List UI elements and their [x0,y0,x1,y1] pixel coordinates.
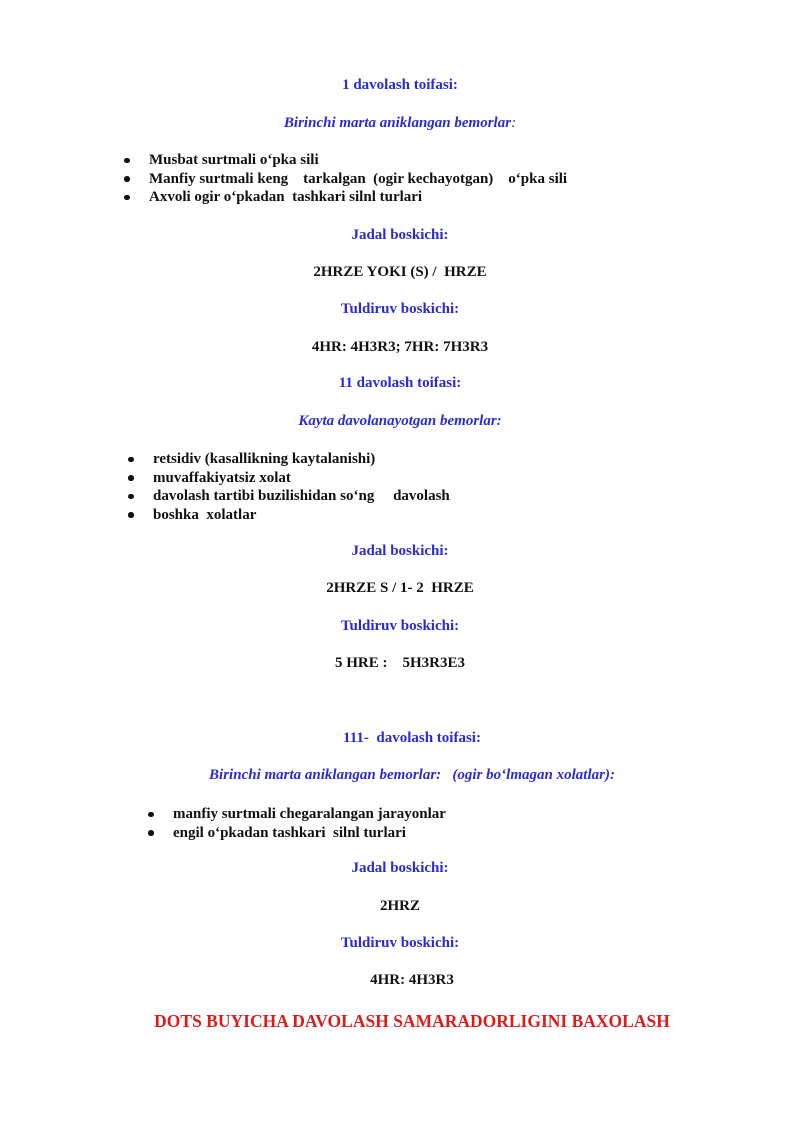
section2-phase2-value: 5 HRE : 5H3R3E3 [334,655,465,671]
section2-heading: 11 davolash toifasi: [338,375,462,391]
list-item-text: davolash tartibi buzilishidan so‘ng davolash [153,488,450,504]
section1-phase1-value: 2HRZE YOKI (S) / HRZE [313,264,487,280]
section1-phase1-label: Jadal boskichi: [351,227,449,243]
list-item-text: Manfiy surtmali keng tarkalgan (ogir kechayotgan) o‘pka sili [149,170,568,187]
list-item-text: muvaffakiyatsiz xolat [153,469,291,486]
section1-subheading-colon: : [511,115,517,131]
section2-phase1-value: 2HRZE S / 1- 2 HRZE [326,580,474,596]
bullet-icon [128,457,134,463]
section1-subheading [0,115,800,132]
section3-phase2-value: 4HR: 4H3R3 [370,972,454,988]
section1-phase2-value: 4HR: 4H3R3; 7HR: 7H3R3 [311,339,489,355]
bullet-icon [124,158,130,164]
list-item-text: Musbat surtmali o‘pka sili [149,152,319,168]
bullet-icon [148,812,154,818]
section3-subheading: Birinchi marta aniklangan bemorlar: (ogir bo‘lmagan xolatlar): [209,767,615,783]
bullet-icon [128,494,134,500]
section2-phase2-label: Tuldiruv boskichi: [340,618,460,634]
bullet-icon [128,512,134,518]
section3-heading: 111- davolash toifasi: [343,730,481,746]
bullet-icon [148,830,154,836]
bullet-icon [128,475,134,481]
list-item-text: boshka xolatlar [153,506,257,523]
list-item-text: Axvoli ogir o‘pkadan tashkari silnl turlari [149,189,423,205]
section3-phase2-label: Tuldiruv boskichi: [340,935,460,951]
list-item-text: retsidiv (kasallikning kaytalanishi) [153,451,376,467]
section2-subheading: Kayta davolanayotgan bemorlar: [298,413,502,429]
bullet-icon [124,176,130,182]
section1-phase2-label: Tuldiruv boskichi: [340,301,460,317]
list-item-text: engil o‘pkadan tashkari silnl turlari [173,824,406,841]
list-item-text: manfiy surtmali chegaralangan jarayonlar [173,806,446,822]
section-title-red: DOTS BUYICHA DAVOLASH SAMARADORLIGINI BAXOLASH [154,1011,670,1031]
section2-phase1-label: Jadal boskichi: [351,543,449,559]
bullet-icon [124,195,130,201]
section3-phase1-label: Jadal boskichi: [351,860,449,876]
section1-heading: 1 davolash toifasi: [342,77,458,93]
section3-phase1-value: 2HRZ [379,898,420,914]
section1-subheading-text: Birinchi marta aniklangan bemorlar [283,115,512,131]
